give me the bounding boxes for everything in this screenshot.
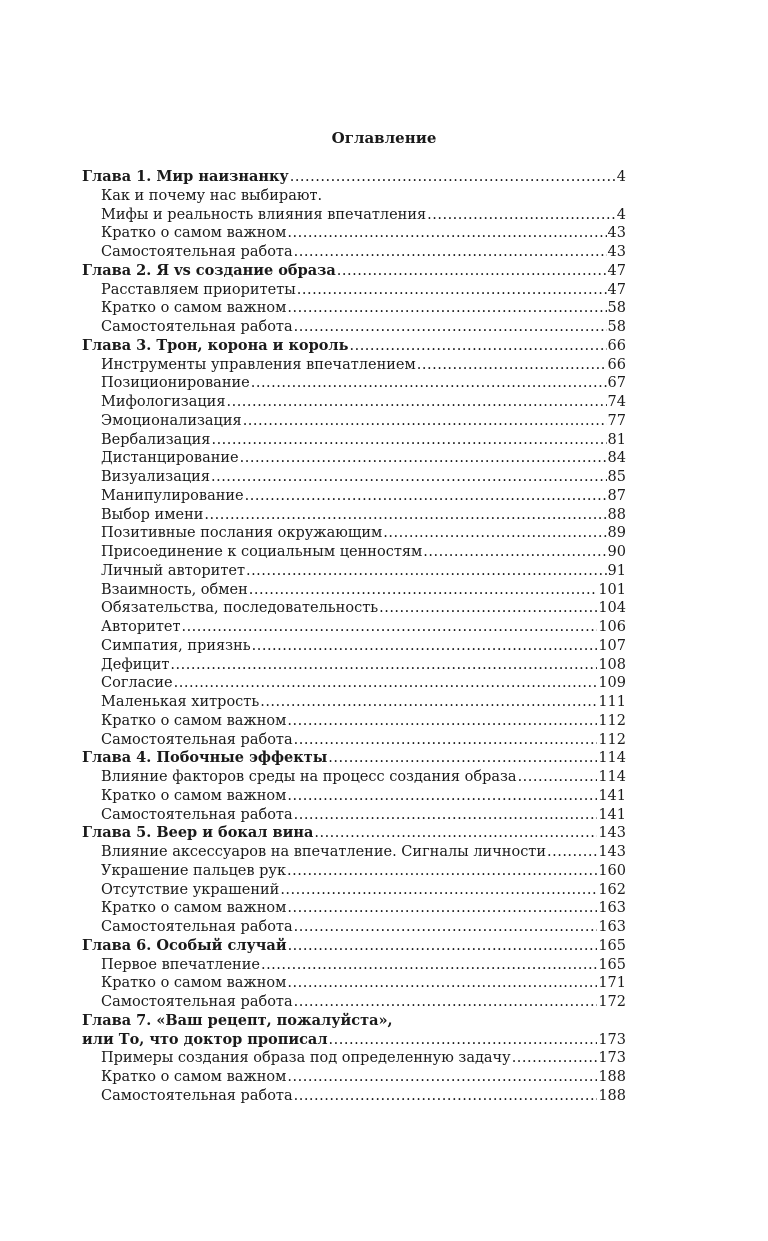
dot-leader — [512, 1049, 598, 1068]
toc-page-number: 188 — [598, 1069, 626, 1085]
toc-chapter-entry[interactable] — [82, 1012, 626, 1031]
toc-page-number: 141 — [598, 787, 626, 804]
toc-entry-title: Глава 1. Мир наизнанку — [82, 168, 289, 185]
toc-entry-title: Взаимность, обмен — [101, 581, 248, 598]
dot-leader — [252, 637, 598, 656]
toc-section-entry[interactable] — [82, 974, 626, 993]
toc-entry-title: Кратко о самом важном — [101, 300, 287, 317]
dot-leader — [170, 656, 597, 675]
toc-entry-title: Глава 7. «Ваш рецепт, пожалуйста», — [82, 1011, 393, 1029]
toc-page-number: 109 — [598, 675, 626, 692]
toc-entry-title: Вербализация — [101, 431, 211, 448]
toc-section-entry[interactable] — [82, 899, 626, 918]
toc-section-entry[interactable] — [82, 243, 626, 262]
toc-page-number: 81 — [607, 431, 626, 448]
toc-section-entry[interactable] — [82, 768, 626, 787]
toc-page-number: 47 — [607, 262, 626, 279]
toc-page-number: 89 — [607, 525, 626, 542]
toc-section-entry[interactable] — [82, 281, 626, 300]
toc-section-entry[interactable] — [82, 862, 626, 881]
toc-page-number: 67 — [607, 375, 626, 392]
dot-leader — [287, 899, 597, 918]
toc-page-number: 163 — [598, 919, 626, 935]
toc-section-entry[interactable] — [82, 543, 626, 562]
toc-entry-title: Мифы и реальность влияния впечатления — [101, 206, 427, 223]
toc-section-entry[interactable] — [82, 843, 626, 862]
toc-entry-title: Отсутствие украшений — [101, 881, 280, 898]
dot-leader — [249, 581, 598, 600]
toc-page-number: 4 — [616, 169, 626, 185]
toc-section-entry[interactable] — [82, 731, 626, 750]
toc-page-number: 160 — [598, 862, 626, 879]
toc-section-entry[interactable] — [82, 881, 626, 900]
toc-page-number: 84 — [607, 450, 626, 467]
toc-entry-title: Глава 6. Особый случай — [82, 936, 287, 954]
toc-section-entry[interactable] — [82, 993, 626, 1012]
toc-chapter-entry[interactable] — [82, 937, 626, 956]
toc-entry-title: Самостоятельная работа — [101, 994, 293, 1010]
toc-section-entry[interactable] — [82, 1087, 626, 1106]
toc-entry-title: Первое впечатление — [101, 956, 260, 973]
dot-leader — [204, 506, 606, 525]
toc-section-entry[interactable] — [82, 412, 626, 431]
toc-chapter-entry[interactable] — [82, 262, 626, 281]
toc-section-entry[interactable] — [82, 356, 626, 375]
toc-page-number: 91 — [607, 562, 626, 579]
toc-entry-title: Самостоятельная работа — [101, 319, 293, 335]
toc-section-entry[interactable] — [82, 224, 626, 243]
toc-entry-title: Глава 3. Трон, корона и король — [82, 336, 349, 354]
toc-entry-title: Расставляем приоритеты — [101, 281, 296, 298]
toc-chapter-entry[interactable] — [82, 749, 626, 768]
toc-entry-title: Кратко о самом важном — [101, 225, 287, 242]
toc-entry-title: Симпатия, приязнь — [101, 637, 251, 654]
toc-page-number: 88 — [607, 506, 626, 523]
toc-entry-title: Позитивные послания окружающим — [101, 525, 383, 542]
toc-section-entry[interactable] — [82, 656, 626, 675]
dot-leader — [226, 393, 606, 412]
dot-leader — [287, 224, 606, 243]
toc-section-entry[interactable] — [82, 712, 626, 731]
toc-page-number: 106 — [598, 619, 626, 635]
dot-leader — [280, 881, 597, 900]
toc-entry-title: Манипулирование — [101, 487, 244, 504]
toc-entry-title: Кратко о самом важном — [101, 900, 287, 917]
toc-section-entry[interactable] — [82, 806, 626, 825]
toc-entry-title: Эмоционализация — [101, 412, 242, 429]
toc-page-number: 165 — [598, 937, 626, 954]
dot-leader — [243, 412, 607, 431]
dot-leader — [260, 693, 597, 712]
toc-entry-title: Как и почему нас выбирают. — [101, 187, 323, 204]
toc-page-number: 77 — [607, 412, 626, 429]
toc-section-entry[interactable] — [82, 487, 626, 506]
toc-page-number: 143 — [598, 825, 626, 842]
toc-section-entry[interactable] — [82, 693, 626, 712]
toc-section-entry[interactable] — [82, 431, 626, 450]
toc-section-entry[interactable] — [82, 618, 626, 637]
toc-entry-title: Кратко о самом важном — [101, 975, 287, 992]
toc-section-entry[interactable] — [82, 299, 626, 318]
toc-page-number: 74 — [607, 394, 626, 410]
toc-entry-title: Самостоятельная работа — [101, 731, 293, 748]
dot-leader — [287, 862, 597, 881]
toc-page-number: 43 — [607, 225, 626, 242]
toc-section-entry[interactable] — [82, 393, 626, 412]
toc-section-entry[interactable] — [82, 637, 626, 656]
dot-leader — [337, 262, 607, 281]
dot-leader — [287, 974, 597, 993]
dot-leader — [261, 956, 597, 975]
toc-page-number: 172 — [598, 994, 626, 1010]
toc-page-number: 66 — [607, 356, 626, 373]
toc-page-number: 87 — [607, 487, 626, 504]
dot-leader — [427, 206, 616, 225]
toc-page-number: 165 — [598, 956, 626, 973]
dot-leader — [314, 824, 597, 843]
toc-entry-title: Самостоятельная работа — [101, 919, 293, 935]
toc-page-number: 4 — [616, 206, 626, 223]
dot-leader — [290, 168, 616, 187]
dot-leader — [294, 318, 607, 337]
toc-page-number: 173 — [598, 1050, 626, 1067]
dot-leader — [287, 712, 597, 731]
dot-leader — [240, 449, 607, 468]
dot-leader — [288, 937, 598, 956]
toc-section-entry[interactable] — [82, 1049, 626, 1068]
toc-page-number: 111 — [598, 694, 626, 710]
dot-leader — [294, 993, 598, 1012]
toc-section-entry[interactable] — [82, 449, 626, 468]
toc-entry-title: Украшение пальцев рук — [101, 862, 287, 879]
toc-entry-title: Самостоятельная работа — [101, 806, 293, 823]
dot-leader — [383, 524, 606, 543]
toc-entry-title: Самостоятельная работа — [101, 1087, 293, 1104]
toc-entry-title: Кратко о самом важном — [101, 787, 287, 804]
dot-leader — [287, 299, 606, 318]
dot-leader — [287, 1068, 597, 1087]
toc-entry-title: Маленькая хитрость — [101, 694, 260, 710]
toc-page-number: 112 — [598, 731, 626, 748]
dot-leader — [174, 674, 598, 693]
toc-entry-title: Кратко о самом важном — [101, 712, 287, 729]
dot-leader — [294, 918, 598, 937]
table-of-contents — [82, 168, 626, 1106]
toc-chapter-entry[interactable] — [82, 824, 626, 843]
dot-leader — [329, 1031, 598, 1050]
toc-page-number: 43 — [607, 244, 626, 260]
dot-leader — [294, 243, 607, 262]
toc-section-entry[interactable] — [82, 374, 626, 393]
toc-page-number: 90 — [607, 544, 626, 560]
toc-page-number: 171 — [598, 975, 626, 992]
dot-leader — [294, 806, 598, 825]
dot-leader — [246, 562, 607, 581]
dot-leader — [423, 543, 606, 562]
toc-page-number: 108 — [598, 656, 626, 673]
toc-chapter-entry[interactable] — [82, 168, 626, 187]
dot-leader — [547, 843, 597, 862]
toc-section-entry[interactable] — [82, 918, 626, 937]
toc-entry-title: Позиционирование — [101, 375, 250, 392]
toc-section-entry[interactable] — [82, 468, 626, 487]
toc-entry-title: Влияние факторов среды на процесс создания образа — [101, 769, 517, 785]
toc-section-entry[interactable] — [82, 562, 626, 581]
toc-page-number: 101 — [598, 581, 626, 598]
toc-entry-title: Обязательства, последовательность — [101, 600, 379, 617]
toc-page-number: 188 — [598, 1087, 626, 1104]
toc-section-entry[interactable] — [82, 674, 626, 693]
toc-page-number: 104 — [598, 600, 626, 617]
toc-entry-title: Глава 4. Побочные эффекты — [82, 749, 328, 767]
dot-leader — [287, 787, 597, 806]
toc-entry-title: Глава 2. Я vs создание образа — [82, 261, 336, 279]
toc-entry-title: или То, что доктор прописал — [82, 1030, 328, 1048]
toc-entry-title: Выбор имени — [101, 506, 204, 523]
toc-page-number: 85 — [607, 469, 626, 485]
toc-page-number: 58 — [607, 300, 626, 317]
dot-leader — [251, 374, 607, 393]
toc-entry-title: Инструменты управления впечатлением — [101, 356, 416, 373]
toc-chapter-entry[interactable] — [82, 1031, 626, 1050]
toc-entry-title: Примеры создания образа под определенную задачу — [101, 1050, 511, 1067]
toc-entry-title: Дефицит — [101, 656, 170, 673]
dot-leader — [297, 281, 607, 300]
toc-entry-title: Мифологизация — [101, 394, 226, 410]
toc-page-number: 163 — [598, 900, 626, 917]
dot-leader — [245, 487, 607, 506]
toc-entry-title: Присоединение к социальным ценностям — [101, 544, 423, 560]
dot-leader — [181, 618, 597, 637]
dot-leader — [211, 431, 606, 450]
toc-page-number: 112 — [598, 712, 626, 729]
toc-section-entry[interactable] — [82, 506, 626, 525]
toc-page-number: 107 — [598, 637, 626, 654]
toc-section-entry[interactable] — [82, 581, 626, 600]
toc-page-number: 66 — [607, 337, 626, 354]
toc-entry-title: Глава 5. Веер и бокал вина — [82, 824, 314, 842]
toc-section-entry[interactable] — [82, 1068, 626, 1087]
toc-section-entry[interactable] — [82, 787, 626, 806]
toc-page-number: 173 — [598, 1031, 626, 1048]
toc-entry-title: Авторитет — [101, 619, 181, 635]
toc-entry-title: Согласие — [101, 675, 173, 692]
toc-section-entry[interactable] — [82, 599, 626, 618]
dot-leader — [518, 768, 598, 787]
toc-page-number: 141 — [598, 806, 626, 823]
dot-leader — [328, 749, 597, 768]
toc-page-number: 47 — [607, 281, 626, 298]
toc-page-number: 162 — [598, 881, 626, 898]
toc-page-number: 114 — [598, 750, 626, 767]
toc-page-number: 114 — [598, 769, 626, 785]
toc-entry-title: Визуализация — [101, 469, 210, 485]
dot-leader — [417, 356, 607, 375]
toc-entry-title: Самостоятельная работа — [101, 244, 293, 260]
toc-page-number: 143 — [598, 844, 626, 860]
toc-title: Оглавление — [331, 129, 437, 147]
toc-section-entry[interactable] — [82, 524, 626, 543]
toc-entry-title: Влияние аксессуаров на впечатление. Сигналы личности — [101, 844, 546, 860]
dot-leader — [379, 599, 597, 618]
toc-section-entry[interactable] — [82, 956, 626, 975]
toc-page-number: 58 — [607, 319, 626, 335]
dot-leader — [294, 731, 598, 750]
dot-leader — [349, 337, 606, 356]
toc-section-entry[interactable] — [82, 206, 626, 225]
toc-entry-title: Кратко о самом важном — [101, 1069, 287, 1085]
dot-leader — [294, 1087, 598, 1106]
toc-entry-title: Дистанцирование — [101, 450, 239, 467]
dot-leader — [211, 468, 607, 487]
toc-section-entry[interactable] — [82, 318, 626, 337]
toc-chapter-entry[interactable] — [82, 337, 626, 356]
toc-section-entry[interactable] — [82, 187, 626, 206]
toc-entry-title: Личный авторитет — [101, 562, 245, 579]
